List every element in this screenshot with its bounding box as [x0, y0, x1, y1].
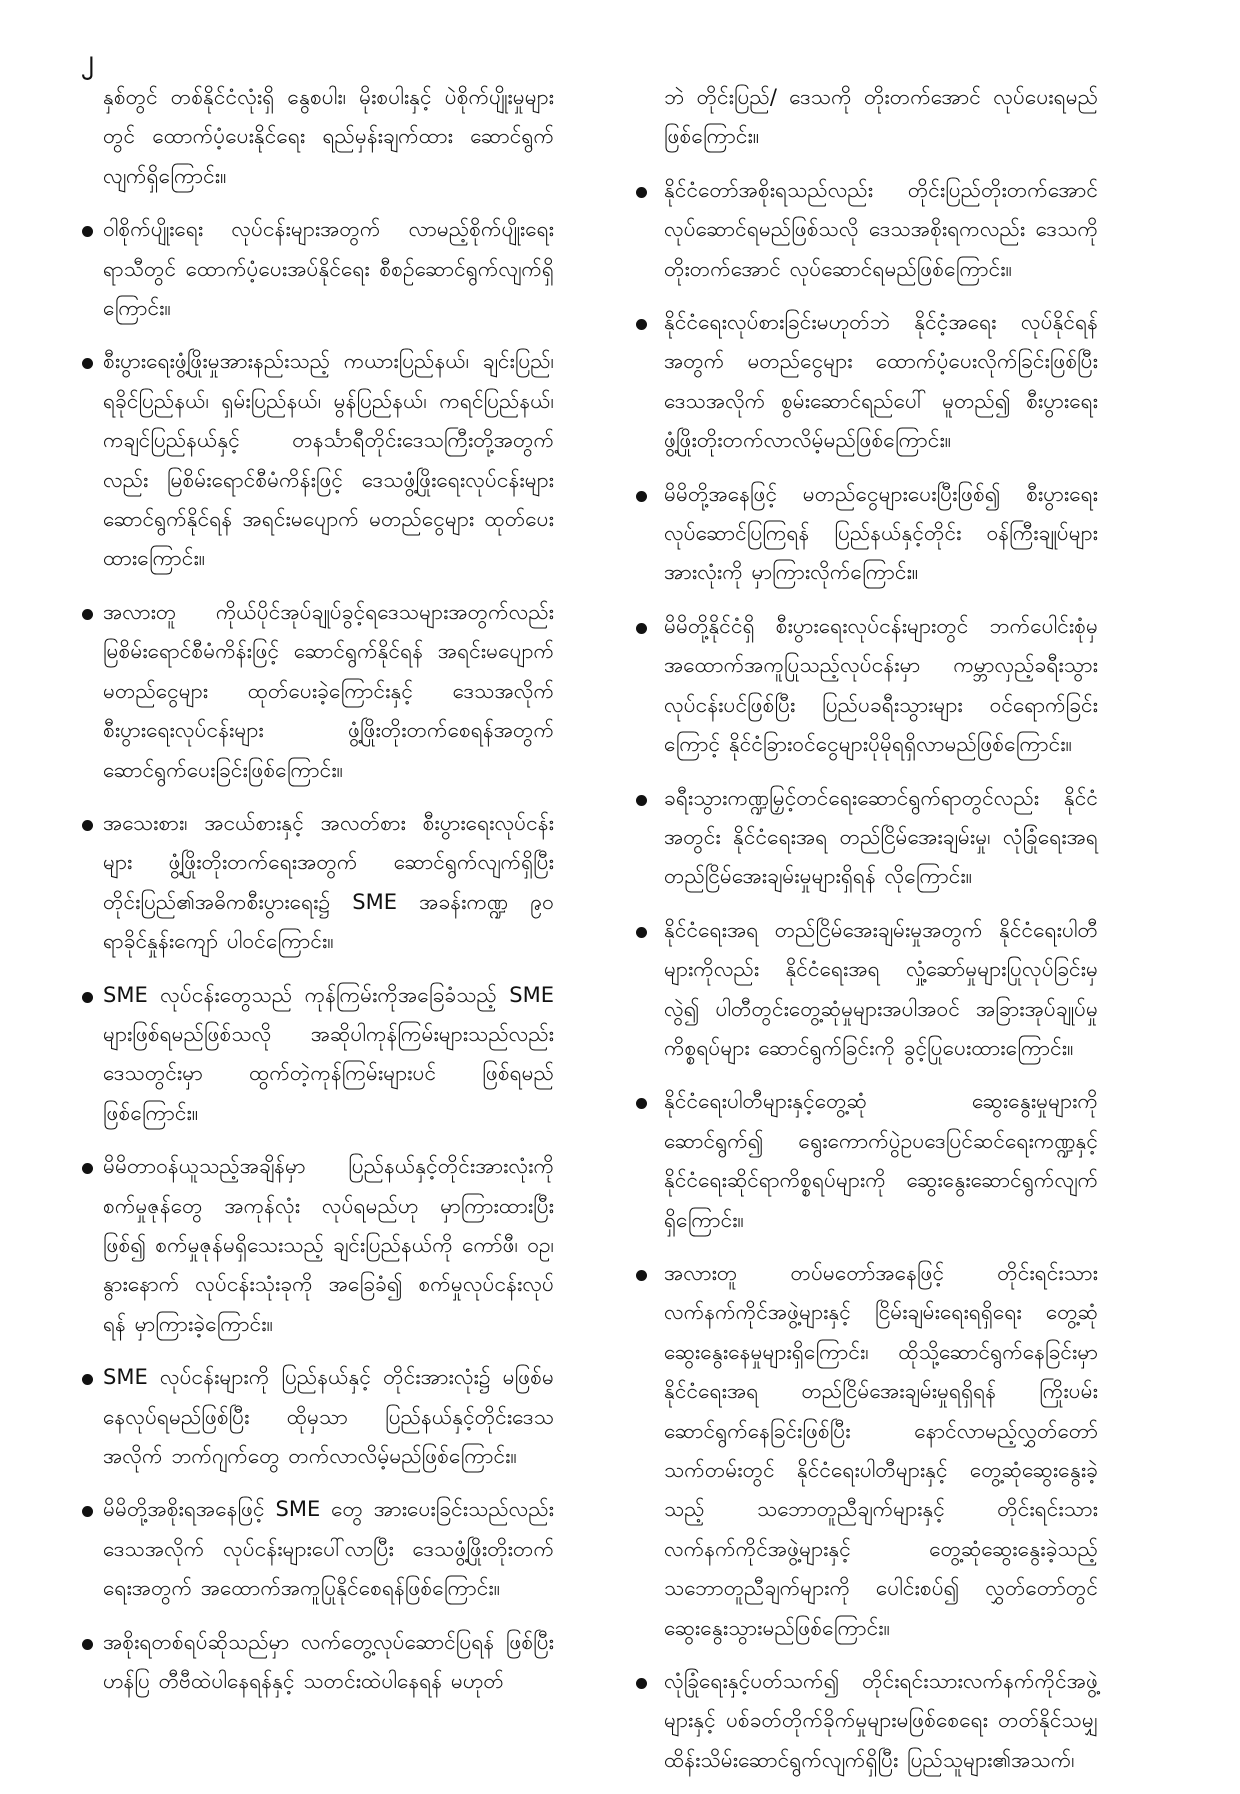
- list-item-text: မိမိတာဝန်ယူသည့်အချိန်မှာ ပြည်နယ်နှင့်တိုင်းအားလုံးကို စက်မှုဇုန်တွေ အကုန်လုံး လုပ်ရမည်ဟု မှာကြားထားပြီးဖြစ်၍ စက်မှုဇုန်မရှိသေးသည့် ချင်းပြည်နယ်ကို ကော်ဖီ၊ ဝဥ၊ နွားနောက် လုပ်ငန်းသုံးခုကို အခြေခံ၍ စက်မှုလုပ်ငန်းလုပ်ရန် မှာကြားခဲ့ကြောင်း။: [103, 1154, 554, 1336]
- list-item-text: အလားတူ တပ်မတော်အနေဖြင့် တိုင်းရင်းသားလက်နက်ကိုင်အဖွဲ့များနှင့် ငြိမ်းချမ်းရေးရရှိရေး တွေ့ဆုံဆွေးနွေးနေမှုများရှိကြောင်း၊ ထိုသို့ဆောင်ရွက်နေခြင်းမှာ နိုင်ငံရေးအရ တည်ငြိမ်အေးချမ်းမှုရရှိရန် ကြိုးပမ်းဆောင်ရွက်နေခြင်းဖြစ်ပြီး နောင်လာမည့်လွှတ်တော်သက်တမ်းတွင် နိုင်ငံရေးပါတီများနှင့် တွေ့ဆုံဆွေးနွေးခဲ့သည့် သဘောတူညီချက်များနှင့် တိုင်းရင်းသားလက်နက်ကိုင်အဖွဲ့များနှင့် တွေ့ဆုံဆွေးနွေးခဲ့သည့် သဘောတူညီချက်များကို ပေါင်းစပ်၍ လွှတ်တော်တွင် ဆွေးနွေးသွားမည်ဖြစ်ကြောင်း။: [664, 1260, 1098, 1640]
- bullet-icon: [636, 187, 647, 198]
- list-item: [624, 779, 1098, 897]
- list-item: [80, 1490, 554, 1608]
- list-item: [624, 475, 1098, 593]
- list-item-text: အစိုးရတစ်ရပ်ဆိုသည်မှာ လက်တွေ့လုပ်ဆောင်ပြရန် ဖြစ်ပြီး ဟန်ပြ တီဗီထဲပါနေရန်နှင့် သတင်းထဲပါနေရန် မဟုတ်: [103, 1629, 554, 1694]
- list-item-text: လုံခြုံရေးနှင့်ပတ်သက်၍ တိုင်းရင်းသားလက်နက်ကိုင်အဖွဲ့များနှင့် ပစ်ခတ်တိုက်ခိုက်မှုများမဖြစ်စေရေး တတ်နိုင်သမျှ ထိန်းသိမ်းဆောင်ရွက်လျက်ရှိပြီး ပြည်သူများ၏အသက်၊: [664, 1669, 1098, 1772]
- bullet-icon: [636, 927, 647, 938]
- bullet-icon: [636, 623, 647, 634]
- list-item-text: ခရီးသွားကဏ္ဍမြှင့်တင်ရေးဆောင်ရွက်ရာတွင်လည်း နိုင်ငံအတွင်း နိုင်ငံရေးအရ တည်ငြိမ်အေးချမ်းမှု၊ လုံခြုံရေးအရ တည်ငြိမ်အေးချမ်းမှုများရှိရန် လိုကြောင်း။: [664, 785, 1098, 889]
- list-item-text: မိမိတို့အနေဖြင့် မတည်ငွေများပေးပြီးဖြစ်၍ စီးပွားရေးလုပ်ဆောင်ပြကြရန် ပြည်နယ်နှင့်တိုင်း ဝန်ကြီးချုပ်များ အားလုံးကို မှာကြားလိုက်ကြောင်း။: [664, 481, 1098, 585]
- paragraph-continuation: ဘဲ တိုင်းပြည်/ ဒေသကို တိုးတက်အောင် လုပ်ပေးရမည်ဖြစ်ကြောင်း။: [664, 85, 1098, 149]
- list-item: [624, 303, 1098, 461]
- list-item: [624, 171, 1098, 289]
- list-item: [80, 804, 554, 962]
- list-item-text: နိုင်ငံရေးလုပ်စားခြင်းမဟုတ်ဘဲ နိုင်ငံ့အရေး လုပ်နိုင်ရန်အတွက် မတည်ငွေများ ထောက်ပံ့ပေးလိုက်ခြင်းဖြစ်ပြီး ဒေသအလိုက် စွမ်းဆောင်ရည်ပေါ် မူတည်၍ စီးပွားရေးဖွံ့ဖြိုးတိုးတက်လာလိမ့်မည်ဖြစ်ကြောင်း။: [664, 310, 1098, 453]
- page-number: ၂: [81, 45, 94, 74]
- list-item: [624, 911, 1098, 1069]
- bullet-icon: [82, 992, 93, 1003]
- list-item: [80, 1623, 554, 1702]
- right-column: [624, 78, 1098, 1794]
- bullet-icon: [636, 319, 647, 330]
- list-item-text: မိမိတို့အစိုးရအနေဖြင့် SME တွေ အားပေးခြင်းသည်လည်း ဒေသအလိုက် လုပ်ငန်းများပေါ်လာပြီး ဒေသဖွံ့ဖြိုးတိုးတက်ရေးအတွက် အထောက်အကူပြုနိုင်စေရန်ဖြစ်ကြောင်း။: [103, 1497, 554, 1601]
- bullet-icon: [636, 1270, 647, 1281]
- bullet-icon: [82, 820, 93, 831]
- bullet-icon: [82, 1639, 93, 1650]
- bullet-icon: [636, 795, 647, 806]
- left-column: [80, 78, 554, 1715]
- list-item: [80, 976, 554, 1134]
- list-item: [80, 1358, 554, 1476]
- list-item-text: နိုင်ငံတော်အစိုးရသည်လည်း တိုင်းပြည်တိုးတက်အောင်လုပ်ဆောင်ရမည်ဖြစ်သလို ဒေသအစိုးရကလည်း ဒေသကို တိုးတက်အောင် လုပ်ဆောင်ရမည်ဖြစ်ကြောင်း။: [664, 177, 1098, 281]
- list-item-text: နိုင်ငံရေးပါတီများနှင့်တွေ့ဆုံ ဆွေးနွေးမှုများကိုဆောင်ရွက်၍ ရွေးကောက်ပွဲဥပဒေပြင်ဆင်ရေးကဏ္ဍနှင့် နိုင်ငံရေးဆိုင်ရာကိစ္စရပ်များကို ဆွေးနွေးဆောင်ရွက်လျက်ရှိကြောင်း။: [664, 1089, 1098, 1232]
- list-item: [624, 1662, 1098, 1780]
- paragraph-continuation: နှစ်တွင် တစ်နိုင်ငံလုံးရှိ နွေစပါး၊ မိုးစပါးနှင့် ပဲစိုက်ပျိုးမှုများတွင် ထောက်ပံ့ပေးနိုင်ရေး ရည်မှန်းချက်ထား ဆောင်ရွက်လျက်ရှိကြောင်း။: [103, 85, 554, 188]
- bullet-icon: [636, 491, 647, 502]
- list-item-text: အလားတူ ကိုယ်ပိုင်အုပ်ချုပ်ခွင့်ရဒေသများအတွက်လည်း မြစိမ်းရောင်စီမံကိန်းဖြင့် ဆောင်ရွက်နိုင်ရန် အရင်းမပျောက် မတည်ငွေများ ထုတ်ပေးခဲ့ကြောင်းနှင့် ဒေသအလိုက် စီးပွားရေးလုပ်ငန်းများ ဖွံ့ဖြိုးတိုးတက်စေရန်အတွက် ဆောင်ရွက်ပေးခြင်းဖြစ်ကြောင်း။: [103, 599, 554, 782]
- list-item: [80, 593, 554, 790]
- list-item: [624, 1254, 1098, 1648]
- list-item-text: စီးပွားရေးဖွံ့ဖြိုးမှုအားနည်းသည့် ကယားပြည်နယ်၊ ချင်းပြည်၊ ရခိုင်ပြည်နယ်၊ ရှမ်းပြည်နယ်၊ မွန်ပြည်နယ်၊ ကရင်ပြည်နယ်၊ ကချင်ပြည်နယ်နှင့် တနင်္သာရီတိုင်းဒေသကြီးတို့အတွက်လည်း မြစိမ်းရောင်စီမံကိန်းဖြင့် ဒေသဖွံ့ဖြိုးရေးလုပ်ငန်းများ ဆောင်ရွက်နိုင်ရန် အရင်းမပျောက် မတည်ငွေများ ထုတ်ပေးထားကြောင်း။: [103, 349, 554, 571]
- list-item-text: ဝါစိုက်ပျိုးရေး လုပ်ငန်းများအတွက် လာမည့်စိုက်ပျိုးရေးရာသီတွင် ထောက်ပံ့ပေးအပ်နိုင်ရေး စီစဉ်ဆောင်ရွက်လျက်ရှိကြောင်း။: [103, 217, 554, 321]
- bullet-icon: [82, 609, 93, 620]
- list-item-text: နိုင်ငံရေးအရ တည်ငြိမ်အေးချမ်းမှုအတွက် နိုင်ငံရေးပါတီများကိုလည်း နိုင်ငံရေးအရ လှုံ့ဆော်မှုများပြုလုပ်ခြင်းမှ လွဲ၍ ပါတီတွင်းတွေ့ဆုံမှုများအပါအဝင် အခြားအုပ်ချုပ်မှုကိစ္စရပ်များ ဆောင်ရွက်ခြင်းကို ခွင့်ပြုပေးထားကြောင်း။: [664, 917, 1098, 1060]
- bullet-icon: [636, 1678, 647, 1689]
- list-item-text: SME လုပ်ငန်းများကို ပြည်နယ်နှင့် တိုင်းအားလုံး၌ မဖြစ်မနေလုပ်ရမည်ဖြစ်ပြီး ထိုမှသာ ပြည်နယ်နှင့်တိုင်းဒေသအလိုက် ဘက်ဂျက်တွေ တက်လာလိမ့်မည်ဖြစ်ကြောင်း။: [103, 1365, 554, 1468]
- list-item: [624, 1082, 1098, 1240]
- list-item: [80, 342, 554, 578]
- list-item-text: SME လုပ်ငန်းတွေသည် ကုန်ကြမ်းကိုအခြေခံသည့် SME များဖြစ်ရမည်ဖြစ်သလို အဆိုပါကုန်ကြမ်းများသည်လည်း ဒေသတွင်းမှာ ထွက်တဲ့ကုန်ကြမ်းများပင် ဖြစ်ရမည်ဖြစ်ကြောင်း။: [103, 982, 554, 1125]
- list-item: [624, 607, 1098, 765]
- list-item-text: အသေးစား၊ အငယ်စားနှင့် အလတ်စား စီးပွားရေးလုပ်ငန်းများ ဖွံ့ဖြိုးတိုးတက်ရေးအတွက် ဆောင်ရွက်လျက်ရှိပြီး တိုင်းပြည်၏အဓိကစီးပွားရေး၌ SME အခန်းကဏ္ဍ ၉၀ ရာခိုင်နှုန်းကျော် ပါဝင်ကြောင်း။: [103, 810, 554, 954]
- list-item: [80, 1147, 554, 1344]
- list-item-text: မိမိတို့နိုင်ငံရှိ စီးပွားရေးလုပ်ငန်းများတွင် ဘက်ပေါင်းစုံမှ အထောက်အကူပြုသည့်လုပ်ငန်းမှာ ကမ္ဘာလှည့်ခရီးသွားလုပ်ငန်းပင်ဖြစ်ပြီး ပြည်ပခရီးသွားများ ဝင်ရောက်ခြင်းကြောင့် နိုင်ငံခြားဝင်ငွေများပိုမိုရရှိလာမည်ဖြစ်ကြောင်း။: [664, 613, 1098, 757]
- list-item: [80, 210, 554, 328]
